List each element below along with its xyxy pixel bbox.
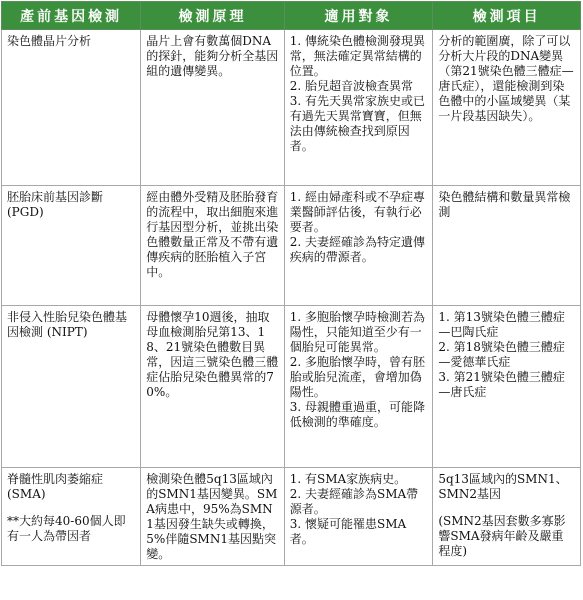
test-name: 非侵入性胎兒染色體基因檢測 (NIPT) [7,310,128,339]
items-cell [433,468,581,566]
principle-text: 母體懷孕10週後，抽取母血檢測胎兒第13、18、21號染色體數目異常，因這三號染色體三體症佔胎兒染色體異常的70%。 [146,310,279,399]
principle-cell [141,186,284,306]
audience-item: 2. 夫妻經確診為SMA帶源者。 [289,487,419,516]
table-row [2,468,581,566]
audience-item: 2. 夫妻經確診為特定遺傳疾病的帶源者。 [289,235,425,264]
audience-item: 3. 懷疑可能罹患SMA者。 [289,517,407,546]
audience-item: 1. 經由婦產科或不孕症專業醫師評估後，有執行必要者。 [289,190,425,234]
audience-item: 1. 傳統染色體檢測發現異常，無法確定異常結構的位置。 [289,34,425,78]
test-name: 脊髓性肌肉萎縮症 [7,472,104,486]
header-audience: 適用對象 [284,2,433,30]
audience-item: 2. 多胞胎懷孕時，曾有胚胎或胎兒流產，會增加偽陽性。 [289,355,425,399]
items-item: 2. 第18號染色體三體症—愛德華氏症 [438,340,565,369]
principle-cell [141,468,284,566]
test-name-abbr: (PGD) [7,205,44,219]
test-name: 胚胎床前基因診斷 [7,190,104,204]
audience-item: 1. 多胞胎懷孕時檢測若為陽性，只能知道至少有一個胎兒可能異常。 [289,310,425,354]
table-row [2,30,581,186]
header-row [2,2,581,30]
audience-cell [284,468,433,566]
audience-cell [284,186,433,306]
items-item: 3. 第21號染色體三體症—唐氏症 [438,370,565,399]
carrier-note: **大約每40-60個人即有一人為帶因者 [7,514,126,543]
genetic-testing-table [1,1,581,566]
header-items: 檢測項目 [433,2,581,30]
items-item: 1. 第13號染色體三體症—巴陶氏症 [438,310,565,339]
header-principle: 檢測原理 [141,2,284,30]
items-cell [433,30,581,186]
audience-cell [284,30,433,186]
audience-item: 2. 胎兒超音波檢查異常 [289,79,413,93]
items-text: 5q13區域內的SMN1、SMN2基因 [438,472,568,501]
principle-text: 經由體外受精及胚胎發育的流程中，取出細胞來進行基因型分析，並挑出染色體數量正常及不帶有遺傳疾病的胚胎植入子宮中。 [146,190,279,279]
test-name: 染色體晶片分析 [7,34,92,48]
test-name-abbr: (SMA) [7,487,46,501]
audience-item: 3. 母親體重過重，可能降低檢測的準確度。 [289,400,425,429]
audience-item: 1. 有SMA家族病史。 [289,472,407,486]
audience-cell [284,306,433,468]
principle-cell [141,30,284,186]
principle-cell [141,306,284,468]
items-cell [433,186,581,306]
table-row [2,186,581,306]
principle-text: 檢測染色體5q13區域內的SMN1基因變異。SMA病患中，95%為SMN1基因發生缺失或轉換，5%伴隨SMN1基因點突變。 [146,472,278,561]
test-name-cell [2,30,141,186]
items-note: (SMN2基因套數多寡影響SMA發病年齡及嚴重程度) [438,514,566,558]
audience-item: 3. 有先天異常家族史或已有過先天異常寶寶，但無法由傳統檢查找到原因者。 [289,94,425,153]
test-name-cell [2,186,141,306]
test-name-cell [2,306,141,468]
items-text: 染色體結構和數量異常檢測 [438,190,571,219]
test-name-cell [2,468,141,566]
table-row [2,306,581,468]
principle-text: 晶片上會有數萬個DNA的探針，能夠分析全基因組的遺傳變異。 [146,34,279,78]
items-cell [433,306,581,468]
items-text: 分析的範圍廣，除了可以分析大片段的DNA變異（第21號染色體三體症—唐氏症），還能檢測到染色體中的小區域變異（某一片段基因缺失）。 [438,34,574,123]
header-test-name: 產前基因檢測 [2,2,141,30]
